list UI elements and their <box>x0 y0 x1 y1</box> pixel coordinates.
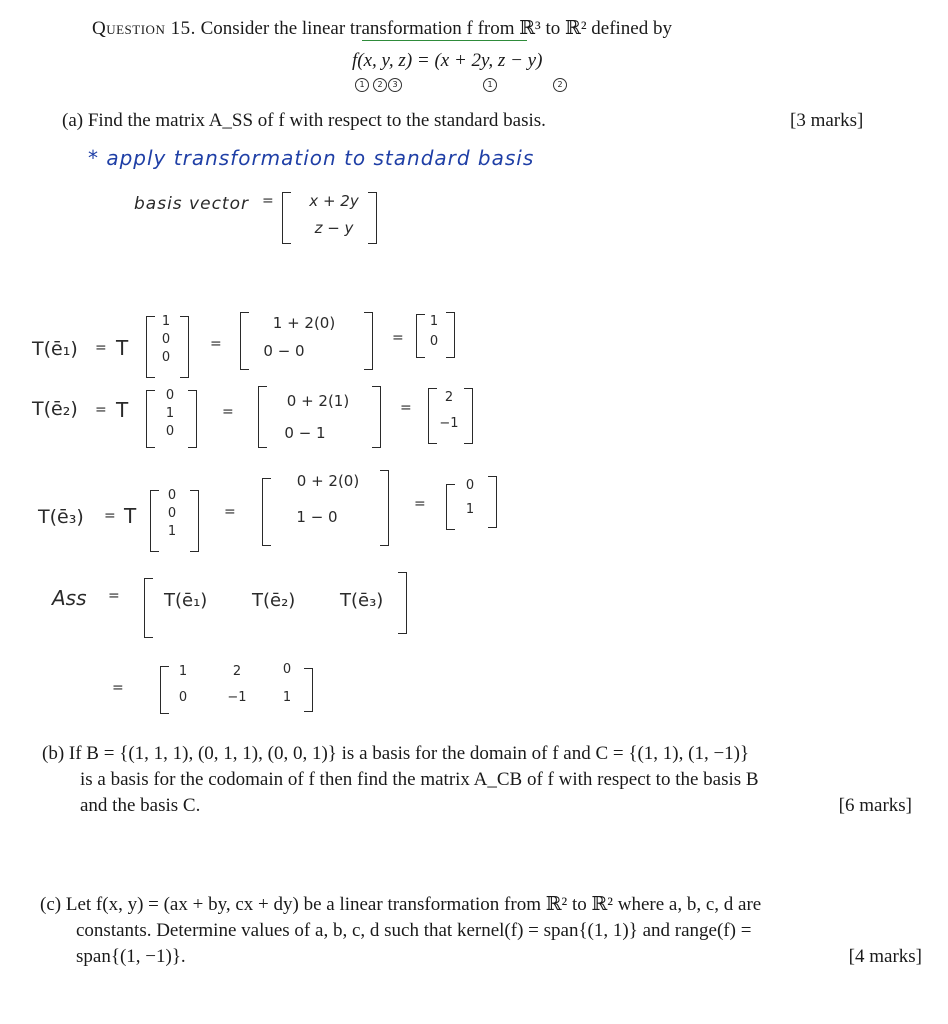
ass-label: Ass <box>52 586 87 610</box>
final-m22: −1 <box>227 690 247 705</box>
row3-vec-bracket-r <box>190 490 199 552</box>
row3-mid-bracket-l <box>262 478 271 546</box>
row2-vec-2: 1 <box>165 406 175 421</box>
row2-vec-3: 0 <box>165 424 175 439</box>
row1-mid-top: 1 + 2(0) <box>272 314 336 332</box>
row3-res-bracket-l <box>446 484 455 530</box>
row2-res-top: 2 <box>444 390 454 405</box>
row1-mid-bottom: 0 − 0 <box>263 342 305 360</box>
row3-vec-2: 0 <box>167 506 177 521</box>
row1-lhs: T(ē₁) <box>32 338 78 360</box>
part-c-label: (c) <box>40 894 62 915</box>
part-c-line-1 <box>40 892 928 918</box>
row2-eq2: = <box>222 404 234 420</box>
part-c-text-2: constants. Determine values of a, b, c, d such that kernel(f) = span{(1, 1)} and range(f) = <box>76 920 752 941</box>
row1-mid-bracket-l <box>240 312 249 370</box>
final-m12: 2 <box>232 664 242 679</box>
basis-bracket-left <box>282 192 291 244</box>
part-b-marks: [6 marks] <box>838 795 912 816</box>
part-c-marks: [4 marks] <box>848 946 922 967</box>
row3-res-top: 0 <box>465 478 475 493</box>
row1-mid-bracket-r <box>364 312 373 370</box>
question-intro: Consider the linear transformation f from ℝ³ to ℝ² defined by <box>200 18 672 39</box>
row1-eq2: = <box>210 336 222 352</box>
row2-eq3: = <box>400 400 412 416</box>
part-c-text-3: span{(1, −1)}. <box>76 946 186 967</box>
row2-mid-bracket-l <box>258 386 267 448</box>
row3-eq3: = <box>414 496 426 512</box>
basis-bracket-right <box>368 192 377 244</box>
row1-vec-bracket-l <box>146 316 155 378</box>
underline-annotation <box>362 40 527 41</box>
final-m13: 0 <box>282 662 292 677</box>
row1-vec-3: 0 <box>161 350 171 365</box>
row1-op: T <box>116 336 129 360</box>
row3-eq2: = <box>224 504 236 520</box>
part-b-text-1: If B = {(1, 1, 1), (0, 1, 1), (0, 0, 1)} is a basis for the domain of f and C = {(1, 1), (1, −1)} <box>68 743 750 764</box>
row3-mid-bracket-r <box>380 470 389 546</box>
row3-vec-3: 1 <box>167 524 177 539</box>
question-number: Question 15. <box>92 18 196 39</box>
row2-mid-bottom: 0 − 1 <box>284 424 326 442</box>
part-b-text-2: is a basis for the codomain of f then find the matrix A_CB of f with respect to the basis B <box>80 769 759 790</box>
row2-vec-bracket-r <box>188 390 197 448</box>
ass-col-3: T(ē₃) <box>340 590 384 611</box>
row2-res-bottom: −1 <box>439 416 459 431</box>
row3-lhs: T(ē₃) <box>38 506 84 528</box>
part-b-text-3: and the basis C. <box>80 795 201 816</box>
function-definition: f(x, y, z) = (x + 2y, z − y) <box>352 50 543 71</box>
row2-eq1: = <box>95 402 107 418</box>
ass-equals: = <box>108 588 120 604</box>
part-b <box>42 741 922 819</box>
row3-vec-1: 0 <box>167 488 177 503</box>
hand-note: * apply transformation to standard basis <box>88 146 535 170</box>
row3-res-bracket-r <box>488 476 497 528</box>
row1-res-top: 1 <box>429 314 439 329</box>
part-a-text: Find the matrix A_SS of f with respect to the standard basis. <box>87 110 546 131</box>
final-equals: = <box>112 680 124 696</box>
row2-lhs: T(ē₂) <box>32 398 78 420</box>
final-m11: 1 <box>178 664 188 679</box>
row3-mid-top: 0 + 2(0) <box>296 472 360 490</box>
part-b-line-1 <box>42 741 922 767</box>
row2-vec-bracket-l <box>146 390 155 448</box>
final-m23: 1 <box>282 690 292 705</box>
row1-res-bracket-r <box>446 312 455 358</box>
row3-op: T <box>124 504 137 528</box>
row1-eq3: = <box>392 330 404 346</box>
ass-col-2: T(ē₂) <box>252 590 296 611</box>
basis-top: x + 2y <box>309 192 359 210</box>
row3-res-bottom: 1 <box>465 502 475 517</box>
part-b-line-3 <box>42 793 922 819</box>
final-m21: 0 <box>178 690 188 705</box>
row2-mid-bracket-r <box>372 386 381 448</box>
final-bracket-l <box>160 666 169 714</box>
ass-col-1: T(ē₁) <box>164 590 208 611</box>
row1-eq1: = <box>95 340 107 356</box>
annot-2: 2 <box>373 78 387 92</box>
row1-res-bottom: 0 <box>429 334 439 349</box>
part-a-prompt <box>62 110 546 132</box>
basis-vector-label: basis vector <box>134 194 249 214</box>
circled-annotations <box>355 78 585 94</box>
row3-eq1: = <box>104 508 116 524</box>
annot-4: 1 <box>483 78 497 92</box>
row1-vec-1: 1 <box>161 314 171 329</box>
part-c-text-1: Let f(x, y) = (ax + by, cx + dy) be a linear transformation from ℝ² to ℝ² where a, b, c, d are <box>65 894 762 915</box>
row1-vec-bracket-r <box>180 316 189 378</box>
row3-vec-bracket-l <box>150 490 159 552</box>
annot-5: 2 <box>553 78 567 92</box>
basis-equals: = <box>262 193 274 209</box>
annot-1: 1 <box>355 78 369 92</box>
part-a-marks: [3 marks] <box>790 110 864 131</box>
row2-vec-1: 0 <box>165 388 175 403</box>
part-c <box>40 892 928 970</box>
part-a-label: (a) <box>62 110 84 131</box>
ass-bracket-l <box>144 578 153 638</box>
row2-op: T <box>116 398 129 422</box>
part-c-line-3 <box>40 944 928 970</box>
row3-mid-bottom: 1 − 0 <box>296 508 338 526</box>
basis-bottom: z − y <box>314 219 354 237</box>
ass-bracket-r <box>398 572 407 634</box>
row2-mid-top: 0 + 2(1) <box>286 392 350 410</box>
row1-vec-2: 0 <box>161 332 171 347</box>
question-header-line <box>92 17 852 40</box>
part-b-label: (b) <box>42 743 65 764</box>
final-bracket-r <box>304 668 313 712</box>
row2-res-bracket-r <box>464 388 473 444</box>
annot-3: 3 <box>388 78 402 92</box>
